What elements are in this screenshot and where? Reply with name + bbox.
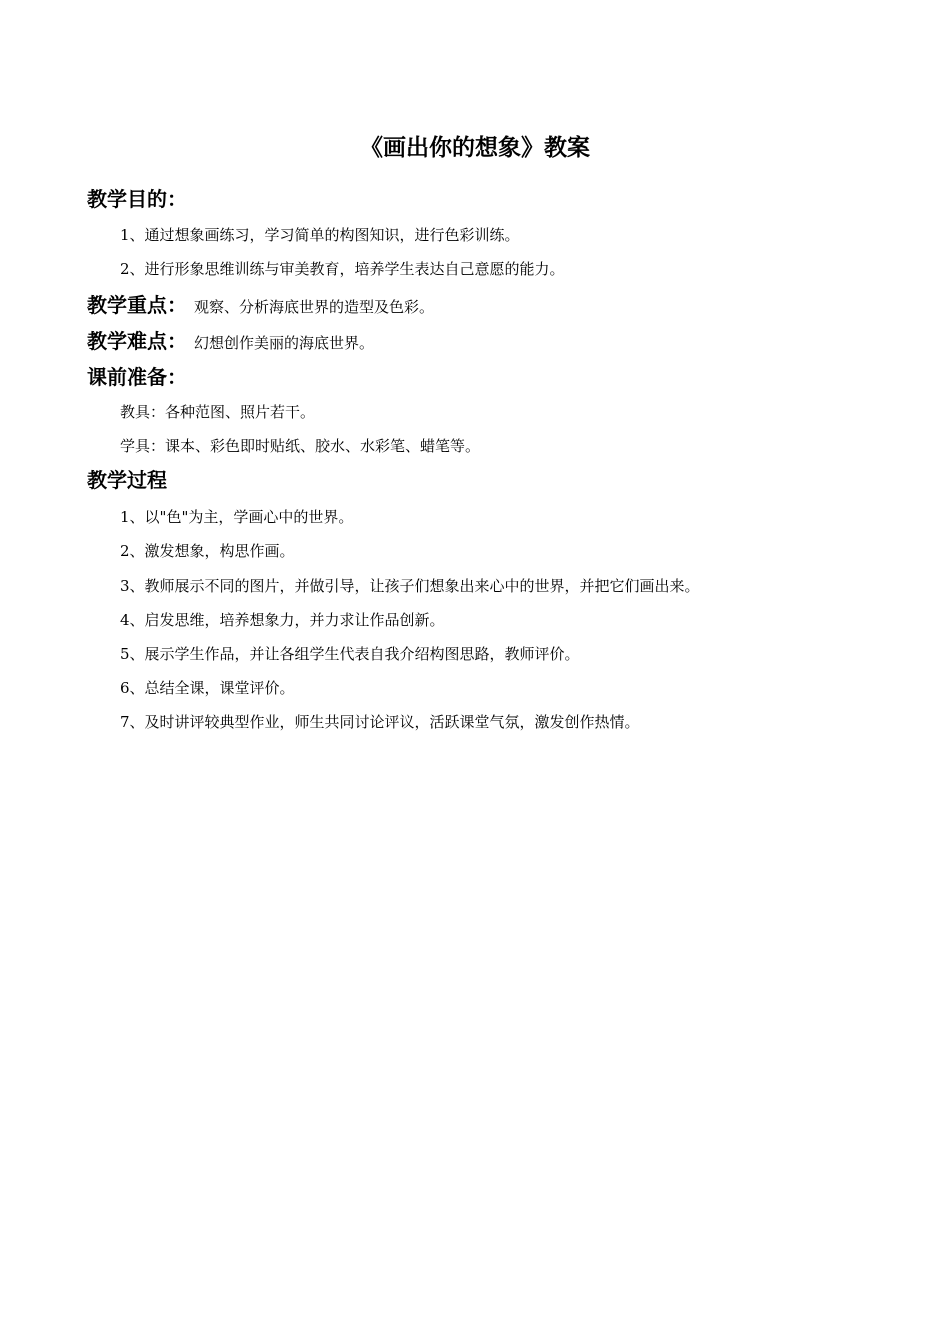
- process-item-1: 1、以"色"为主，学画心中的世界。: [120, 508, 354, 526]
- key-points-text: 观察、分析海底世界的造型及色彩。: [193, 298, 434, 316]
- difficulties-row: [87, 327, 374, 357]
- process-item-6: 6、总结全课，课堂评价。: [120, 679, 295, 697]
- difficulties-text: 幻想创作美丽的海底世界。: [193, 334, 374, 352]
- process-item-3: 3、教师展示不同的图片，并做引导，让孩子们想象出来心中的世界，并把它们画出来。: [120, 577, 700, 595]
- process-item-4: 4、启发思维，培养想象力，并力求让作品创新。: [120, 611, 445, 629]
- process-heading: 教学过程: [87, 468, 167, 492]
- preparation-heading: 课前准备：: [87, 365, 187, 389]
- process-item-2: 2、激发想象，构思作画。: [120, 542, 295, 560]
- objectives-heading: 教学目的：: [87, 187, 187, 211]
- key-points-row: [87, 291, 434, 321]
- preparation-item-teacher: 教具：各种范图、照片若干。: [120, 403, 316, 421]
- objective-item-2: 2、进行形象思维训练与审美教育，培养学生表达自己意愿的能力。: [120, 260, 565, 278]
- objective-item-1: 1、通过想象画练习，学习简单的构图知识，进行色彩训练。: [120, 226, 520, 244]
- key-points-heading: 教学重点：: [87, 293, 187, 317]
- difficulties-heading: 教学难点：: [87, 329, 187, 353]
- process-item-5: 5、展示学生作品，并让各组学生代表自我介绍构图思路，教师评价。: [120, 645, 580, 663]
- document-title: 《画出你的想象》教案: [360, 135, 590, 161]
- process-item-7: 7、及时讲评较典型作业，师生共同讨论评议，活跃课堂气氛，激发创作热情。: [120, 713, 640, 731]
- preparation-item-student: 学具：课本、彩色即时贴纸、胶水、水彩笔、蜡笔等。: [120, 437, 481, 455]
